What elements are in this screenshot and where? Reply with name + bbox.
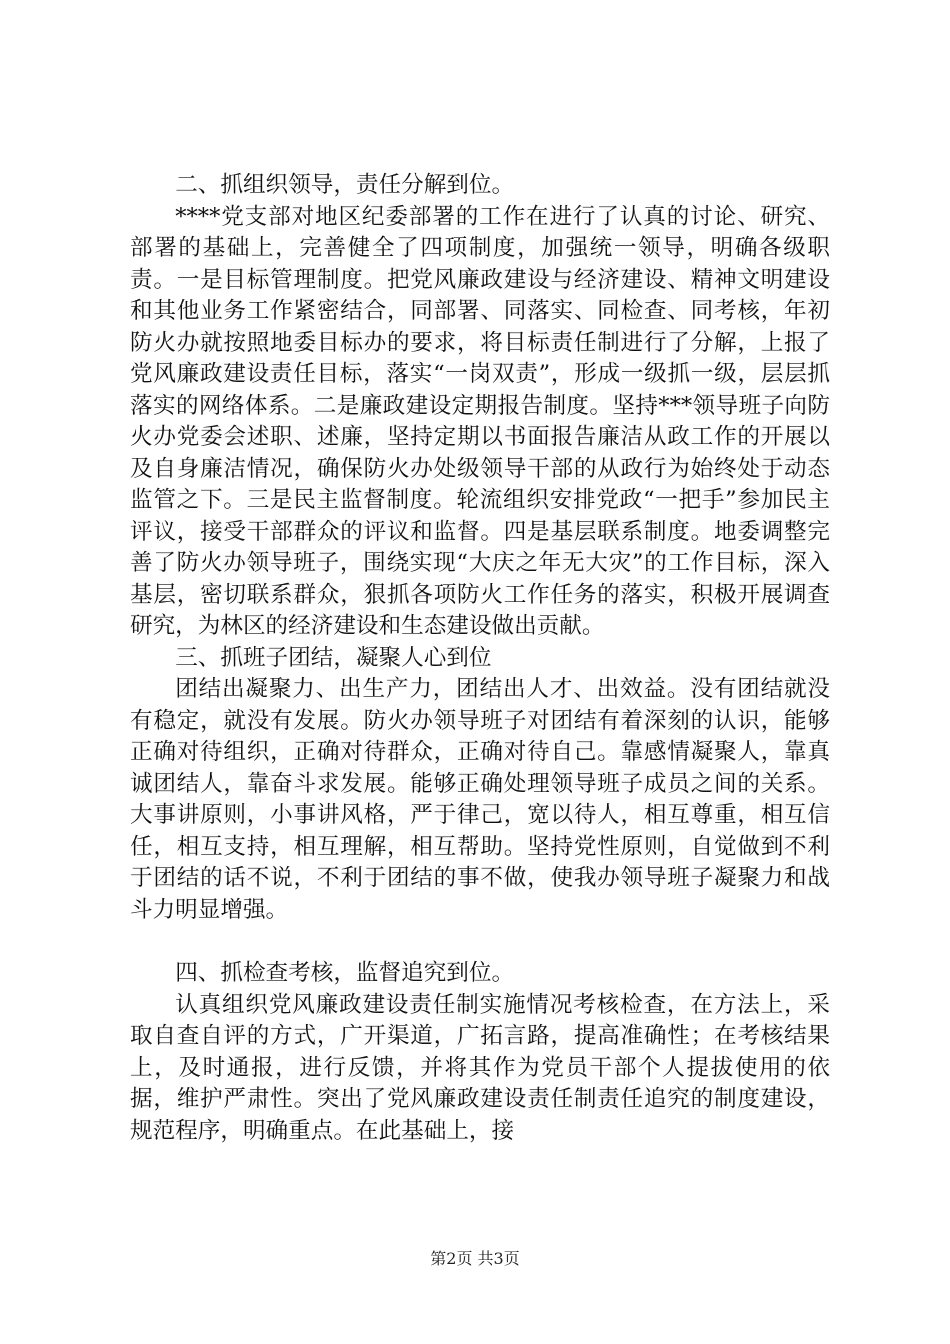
body-paragraph-3: 团结出凝聚力、出生产力，团结出人才、出效益。没有团结就没有稳定，就没有发展。防火办领导班子对团结有着深刻的认识，能够正确对待组织，正确对待群众，正确对待自己。靠感情凝聚人，靠真诚团结人，靠奋斗求发展。能够正确处理领导班子成员之间的关系。大事讲原则，小事讲风格，严于律己，宽以待人，相互尊重，相互信任，相互支持，相互理解，相互帮助。坚持党性原则，自觉做到不利于团结的话不说，不利于团结的事不做，使我办领导班子凝聚力和战斗力明显增强。 bbox=[130, 676, 830, 923]
body-paragraph-4: 认真组织党风廉政建设责任制实施情况考核检查，在方法上，采取自查自评的方式，广开渠道，广拓言路，提高准确性；在考核结果上，及时通报，进行反馈，并将其作为党员干部个人提拔使用的依据，维护严肃性。突出了党风廉政建设责任制责任追究的制度建设，规范程序，明确重点。在此基础上，接 bbox=[130, 991, 830, 1144]
body-paragraph-2: ****党支部对地区纪委部署的工作在进行了认真的讨论、研究、部署的基础上，完善健全了四项制度，加强统一领导，明确各级职责。一是目标管理制度。把党风廉政建设与经济建设、精神文明建设和其他业务工作紧密结合，同部署、同落实、同检查、同考核，年初防火办就按照地委目标办的要求，将目标责任制进行了分解，上报了党风廉政建设责任目标，落实“一岗双责”，形成一级抓一级，层层抓落实的网络体系。二是廉政建设定期报告制度。坚持***领导班子向防火办党委会述职、述廉，坚持定期以书面报告廉洁从政工作的开展以及自身廉洁情况，确保防火办处级领导干部的从政行为始终处于动态监管之下。三是民主监督制度。轮流组织安排党政“一把手”参加民主评议，接受干部群众的评议和监督。四是基层联系制度。地委调整完善了防火办领导班子，围绕实现“大庆之年无大灾”的工作目标，深入基层，密切联系群众，狠抓各项防火工作任务的落实，积极开展调查研究，为林区的经济建设和生态建设做出贡献。 bbox=[130, 203, 830, 639]
section-heading-3: 三、抓班子团结，凝聚人心到位 bbox=[175, 644, 492, 671]
section-heading-2: 二、抓组织领导，责任分解到位。 bbox=[175, 172, 515, 198]
page-number-footer: 第2页 共3页 bbox=[430, 1249, 520, 1268]
section-heading-4: 四、抓检查考核，监督追究到位。 bbox=[175, 960, 515, 986]
document-body bbox=[130, 170, 830, 1147]
paragraph-spacer bbox=[130, 926, 830, 958]
